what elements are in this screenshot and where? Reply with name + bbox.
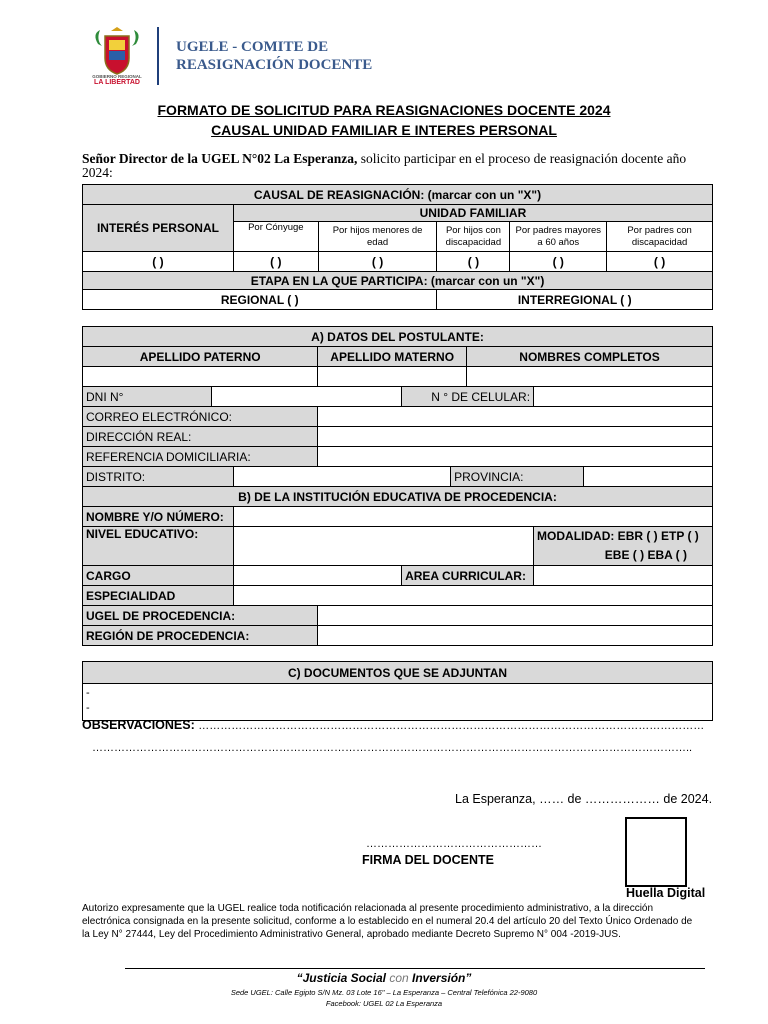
apellido-materno-label: APELLIDO MATERNO xyxy=(318,347,467,367)
mark-interes[interactable]: ( ) xyxy=(83,252,234,272)
nombre-ie-field[interactable] xyxy=(233,507,712,527)
modalidad-line-2: EBE ( ) EBA ( ) xyxy=(604,548,687,562)
footer-facebook: Facebook: UGEL 02 La Esperanza xyxy=(325,999,443,1008)
intro-paragraph xyxy=(82,152,702,180)
nivel-educativo-label: NIVEL EDUCATIVO: xyxy=(83,527,234,566)
firma-label: FIRMA DEL DOCENTE xyxy=(362,853,494,867)
region-procedencia-field[interactable] xyxy=(318,626,713,646)
option-hijos-discapacidad: Por hijos con discapacidad xyxy=(437,222,510,252)
motto-part-1: “Justicia Social xyxy=(296,971,390,985)
motto-con: con xyxy=(389,971,409,985)
provincia-label: PROVINCIA: xyxy=(451,467,584,487)
area-curricular-field[interactable] xyxy=(534,566,713,586)
postulante-table xyxy=(82,326,713,646)
footer-address: Sede UGEL: Calle Egipto S/N Mz. 03 Lote 16" – La Esperanza – Central Telefónica 22-9080 xyxy=(230,988,538,997)
ugel-procedencia-label: UGEL DE PROCEDENCIA: xyxy=(83,606,318,626)
place-date[interactable]: La Esperanza, …… de ……………… de 2024. xyxy=(455,792,713,806)
distrito-label: DISTRITO: xyxy=(83,467,234,487)
mark-hijos-menores[interactable]: ( ) xyxy=(318,252,437,272)
etapa-header: ETAPA EN LA QUE PARTICIPA: (marcar con un "X") xyxy=(83,272,713,290)
org-line-2: REASIGNACIÓN DOCENTE xyxy=(176,57,373,73)
mark-padres-mayores[interactable]: ( ) xyxy=(510,252,607,272)
especialidad-field[interactable] xyxy=(233,586,712,606)
dni-label: DNI N° xyxy=(83,387,212,407)
option-padres-discapacidad: Por padres con discapacidad xyxy=(607,222,713,252)
provincia-field[interactable] xyxy=(583,467,712,487)
documento-item-2: - xyxy=(86,702,90,714)
intro-rest: solicito participar en el proceso de reasignación docente año 2024: xyxy=(82,151,687,180)
causal-table xyxy=(82,184,713,310)
unidad-familiar-label: UNIDAD FAMILIAR xyxy=(233,205,712,222)
legal-notice: Autorizo expresamente que la UGEL realice toda notificación relacionada al presente procedimiento administrativo, a la dirección electrónica consignada en la presente solicitud, conforme a lo establecido en el numeral 20.4 del artículo 20 del Texto Único Ordenado de la Ley N° 27444, Ley del Procedimiento Administrativo General, aprobado mediante Decreto Supremo N° 004 -2019-JUS. xyxy=(82,903,693,940)
motto-part-2: Inversión” xyxy=(408,971,472,985)
modalidad-line-1: MODALIDAD: EBR ( ) ETP ( ) xyxy=(537,529,699,543)
section-c-header: C) DOCUMENTOS QUE SE ADJUNTAN xyxy=(83,662,713,684)
huella-label: Huella Digital xyxy=(626,886,706,900)
option-hijos-menores: Por hijos menores de edad xyxy=(318,222,437,252)
mark-conyuge[interactable]: ( ) xyxy=(233,252,318,272)
mark-hijos-discapacidad[interactable]: ( ) xyxy=(437,252,510,272)
section-a-header: A) DATOS DEL POSTULANTE: xyxy=(83,327,713,347)
footer-divider xyxy=(125,968,705,969)
mark-regional[interactable]: REGIONAL ( ) xyxy=(83,290,437,310)
referencia-field[interactable] xyxy=(318,447,713,467)
interes-personal-label: INTERÉS PERSONAL xyxy=(83,205,234,252)
org-line-1: UGELE - COMITE DE xyxy=(176,39,329,55)
option-padres-mayores: Por padres mayores a 60 años xyxy=(510,222,607,252)
observaciones-dots-2[interactable]: ……………………………………………………………………………………………………………………………………………….. xyxy=(92,742,693,754)
observaciones-dots: ………………………………………………………………………………………………………………………… xyxy=(198,720,705,732)
nombre-ie-label: NOMBRE Y/O NÚMERO: xyxy=(83,507,234,527)
document-subtitle: CAUSAL UNIDAD FAMILIAR E INTERES PERSONAL xyxy=(211,122,557,138)
apellido-paterno-field[interactable] xyxy=(83,367,318,387)
correo-label: CORREO ELECTRÓNICO: xyxy=(83,407,318,427)
referencia-label: REFERENCIA DOMICILIARIA: xyxy=(83,447,318,467)
especialidad-label: ESPECIALIDAD xyxy=(83,586,234,606)
observaciones-label: OBSERVACIONES: xyxy=(82,718,195,732)
documentos-field[interactable] xyxy=(83,684,713,721)
fingerprint-box[interactable] xyxy=(625,817,687,887)
ugel-procedencia-field[interactable] xyxy=(318,606,713,626)
logo xyxy=(88,26,146,88)
document-title: FORMATO DE SOLICITUD PARA REASIGNACIONES DOCENTE 2024 xyxy=(157,102,611,118)
distrito-field[interactable] xyxy=(233,467,450,487)
correo-field[interactable] xyxy=(318,407,713,427)
apellido-materno-field[interactable] xyxy=(318,367,467,387)
celular-field[interactable] xyxy=(534,387,713,407)
org-name xyxy=(176,38,372,74)
signature-line: ………………………………………… xyxy=(366,838,542,850)
apellido-paterno-label: APELLIDO PATERNO xyxy=(83,347,318,367)
area-curricular-label: AREA CURRICULAR: xyxy=(402,566,534,586)
mark-interregional[interactable]: INTERREGIONAL ( ) xyxy=(437,290,713,310)
documentos-table xyxy=(82,661,713,721)
modalidad-cell[interactable] xyxy=(534,527,713,566)
region-procedencia-label: REGIÓN DE PROCEDENCIA: xyxy=(83,626,318,646)
cargo-label: CARGO xyxy=(83,566,234,586)
celular-label: N ° DE CELULAR: xyxy=(402,387,534,407)
option-conyuge: Por Cónyuge xyxy=(233,222,318,252)
dni-field[interactable] xyxy=(211,387,401,407)
nivel-educativo-field[interactable] xyxy=(233,527,533,566)
causal-header: CAUSAL DE REASIGNACIÓN: (marcar con un "X") xyxy=(83,185,713,205)
intro-bold: Señor Director de la UGEL N°02 La Esperanza, xyxy=(82,151,358,166)
nombres-label: NOMBRES COMPLETOS xyxy=(467,347,713,367)
logo-caption-2: LA LIBERTAD xyxy=(94,79,140,86)
direccion-field[interactable] xyxy=(318,427,713,447)
documento-item-1: - xyxy=(86,687,90,699)
footer-motto xyxy=(0,971,768,985)
direccion-label: DIRECCIÓN REAL: xyxy=(83,427,318,447)
mark-padres-discapacidad[interactable]: ( ) xyxy=(607,252,713,272)
nombres-field[interactable] xyxy=(467,367,713,387)
observaciones[interactable] xyxy=(82,718,704,732)
header-divider xyxy=(157,27,159,85)
section-b-header: B) DE LA INSTITUCIÓN EDUCATIVA DE PROCEDENCIA: xyxy=(83,487,713,507)
cargo-field[interactable] xyxy=(233,566,401,586)
logo-caption-1: GOBIERNO REGIONAL xyxy=(92,74,142,79)
